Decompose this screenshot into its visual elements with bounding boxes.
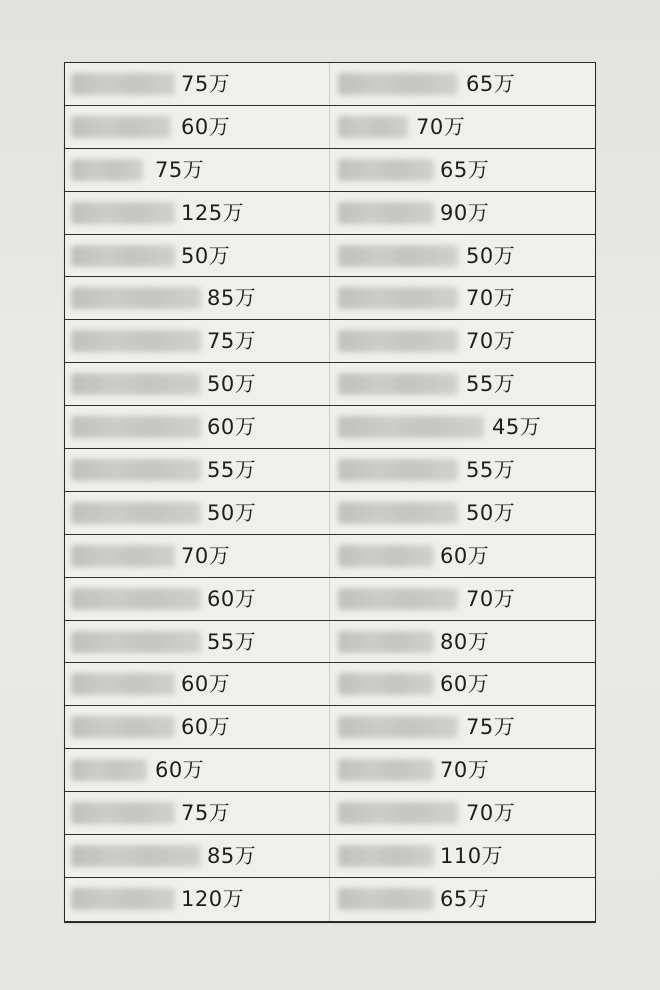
salary-table (64, 62, 596, 923)
amount-value: 55万 (466, 458, 516, 483)
table-row (65, 878, 595, 921)
left-cell (65, 63, 330, 105)
amount-value: 75万 (466, 715, 516, 740)
left-cell (65, 449, 330, 491)
amount-value: 70万 (466, 286, 516, 311)
left-cell (65, 749, 330, 791)
amount-value: 125万 (181, 200, 245, 225)
redacted-name (338, 416, 484, 438)
redacted-name (71, 845, 201, 867)
redacted-name (338, 545, 434, 567)
redacted-name (338, 673, 434, 695)
redacted-name (338, 159, 434, 181)
right-cell (330, 320, 595, 362)
redacted-name (71, 416, 201, 438)
left-cell (65, 706, 330, 748)
redacted-name (71, 716, 175, 738)
table-row (65, 63, 595, 106)
table-row (65, 106, 595, 149)
amount-value: 70万 (416, 114, 466, 139)
redacted-name (71, 330, 201, 352)
amount-value: 70万 (466, 329, 516, 354)
redacted-name (71, 759, 147, 781)
right-cell (330, 149, 595, 191)
table-row (65, 320, 595, 363)
left-cell (65, 878, 330, 921)
left-cell (65, 192, 330, 234)
right-cell (330, 363, 595, 405)
amount-value: 55万 (207, 458, 257, 483)
amount-value: 120万 (181, 886, 245, 911)
table-row (65, 621, 595, 664)
left-cell (65, 578, 330, 620)
right-cell (330, 235, 595, 277)
amount-value: 50万 (181, 243, 231, 268)
right-cell (330, 277, 595, 319)
redacted-name (338, 802, 458, 824)
left-cell (65, 320, 330, 362)
right-cell (330, 406, 595, 448)
right-cell (330, 706, 595, 748)
table-row (65, 363, 595, 406)
redacted-name (338, 759, 434, 781)
right-cell (330, 835, 595, 877)
redacted-name (338, 888, 434, 910)
left-cell (65, 235, 330, 277)
redacted-name (338, 116, 408, 138)
right-cell (330, 621, 595, 663)
table-row (65, 149, 595, 192)
redacted-name (338, 373, 458, 395)
left-cell (65, 406, 330, 448)
table-row (65, 235, 595, 278)
table-row (65, 835, 595, 878)
redacted-name (338, 459, 458, 481)
amount-value: 50万 (466, 500, 516, 525)
amount-value: 60万 (207, 586, 257, 611)
amount-value: 70万 (466, 586, 516, 611)
right-cell (330, 63, 595, 105)
redacted-name (71, 588, 201, 610)
redacted-name (338, 202, 434, 224)
amount-value: 65万 (466, 72, 516, 96)
amount-value: 60万 (155, 758, 205, 783)
amount-value: 45万 (492, 415, 542, 440)
redacted-name (71, 159, 143, 181)
amount-value: 50万 (466, 243, 516, 268)
redacted-name (71, 673, 175, 695)
right-cell (330, 192, 595, 234)
amount-value: 55万 (207, 629, 257, 654)
left-cell (65, 835, 330, 877)
amount-value: 70万 (466, 801, 516, 826)
redacted-name (338, 73, 458, 95)
amount-value: 60万 (181, 715, 231, 740)
redacted-name (71, 373, 201, 395)
left-cell (65, 106, 330, 148)
redacted-name (71, 245, 175, 267)
amount-value: 110万 (440, 844, 504, 869)
redacted-name (71, 459, 201, 481)
redacted-name (338, 287, 458, 309)
redacted-name (71, 802, 175, 824)
amount-value: 60万 (181, 672, 231, 697)
left-cell (65, 621, 330, 663)
right-cell (330, 792, 595, 834)
right-cell (330, 492, 595, 534)
left-cell (65, 492, 330, 534)
amount-value: 70万 (440, 758, 490, 783)
redacted-name (71, 116, 171, 138)
redacted-name (71, 631, 201, 653)
table-row (65, 706, 595, 749)
amount-value: 75万 (207, 329, 257, 354)
redacted-name (71, 888, 175, 910)
left-cell (65, 363, 330, 405)
left-cell (65, 792, 330, 834)
amount-value: 75万 (181, 801, 231, 826)
right-cell (330, 578, 595, 620)
amount-value: 55万 (466, 372, 516, 397)
amount-value: 50万 (207, 500, 257, 525)
redacted-name (338, 330, 458, 352)
right-cell (330, 535, 595, 577)
redacted-name (71, 202, 175, 224)
table-row (65, 578, 595, 621)
amount-value: 60万 (207, 415, 257, 440)
amount-value: 75万 (155, 157, 205, 182)
table-row (65, 406, 595, 449)
redacted-name (71, 287, 201, 309)
amount-value: 60万 (181, 114, 231, 139)
amount-value: 65万 (440, 157, 490, 182)
table-row (65, 663, 595, 706)
amount-value: 60万 (440, 672, 490, 697)
amount-value: 80万 (440, 629, 490, 654)
right-cell (330, 878, 595, 921)
left-cell (65, 663, 330, 705)
redacted-name (338, 502, 458, 524)
table-row (65, 449, 595, 492)
left-cell (65, 535, 330, 577)
amount-value: 85万 (207, 844, 257, 869)
table-row (65, 535, 595, 578)
redacted-name (338, 245, 458, 267)
redacted-name (338, 716, 458, 738)
amount-value: 60万 (440, 543, 490, 568)
amount-value: 75万 (181, 72, 231, 96)
amount-value: 65万 (440, 886, 490, 911)
right-cell (330, 449, 595, 491)
redacted-name (338, 845, 434, 867)
amount-value: 70万 (181, 543, 231, 568)
right-cell (330, 663, 595, 705)
redacted-name (338, 631, 434, 653)
table-row (65, 749, 595, 792)
table-row (65, 192, 595, 235)
table-row (65, 277, 595, 320)
amount-value: 90万 (440, 200, 490, 225)
amount-value: 50万 (207, 372, 257, 397)
redacted-name (71, 502, 201, 524)
table-row (65, 492, 595, 535)
redacted-name (338, 588, 458, 610)
left-cell (65, 277, 330, 319)
table-row (65, 792, 595, 835)
right-cell (330, 749, 595, 791)
redacted-name (71, 73, 175, 95)
right-cell (330, 106, 595, 148)
redacted-name (71, 545, 175, 567)
amount-value: 85万 (207, 286, 257, 311)
left-cell (65, 149, 330, 191)
